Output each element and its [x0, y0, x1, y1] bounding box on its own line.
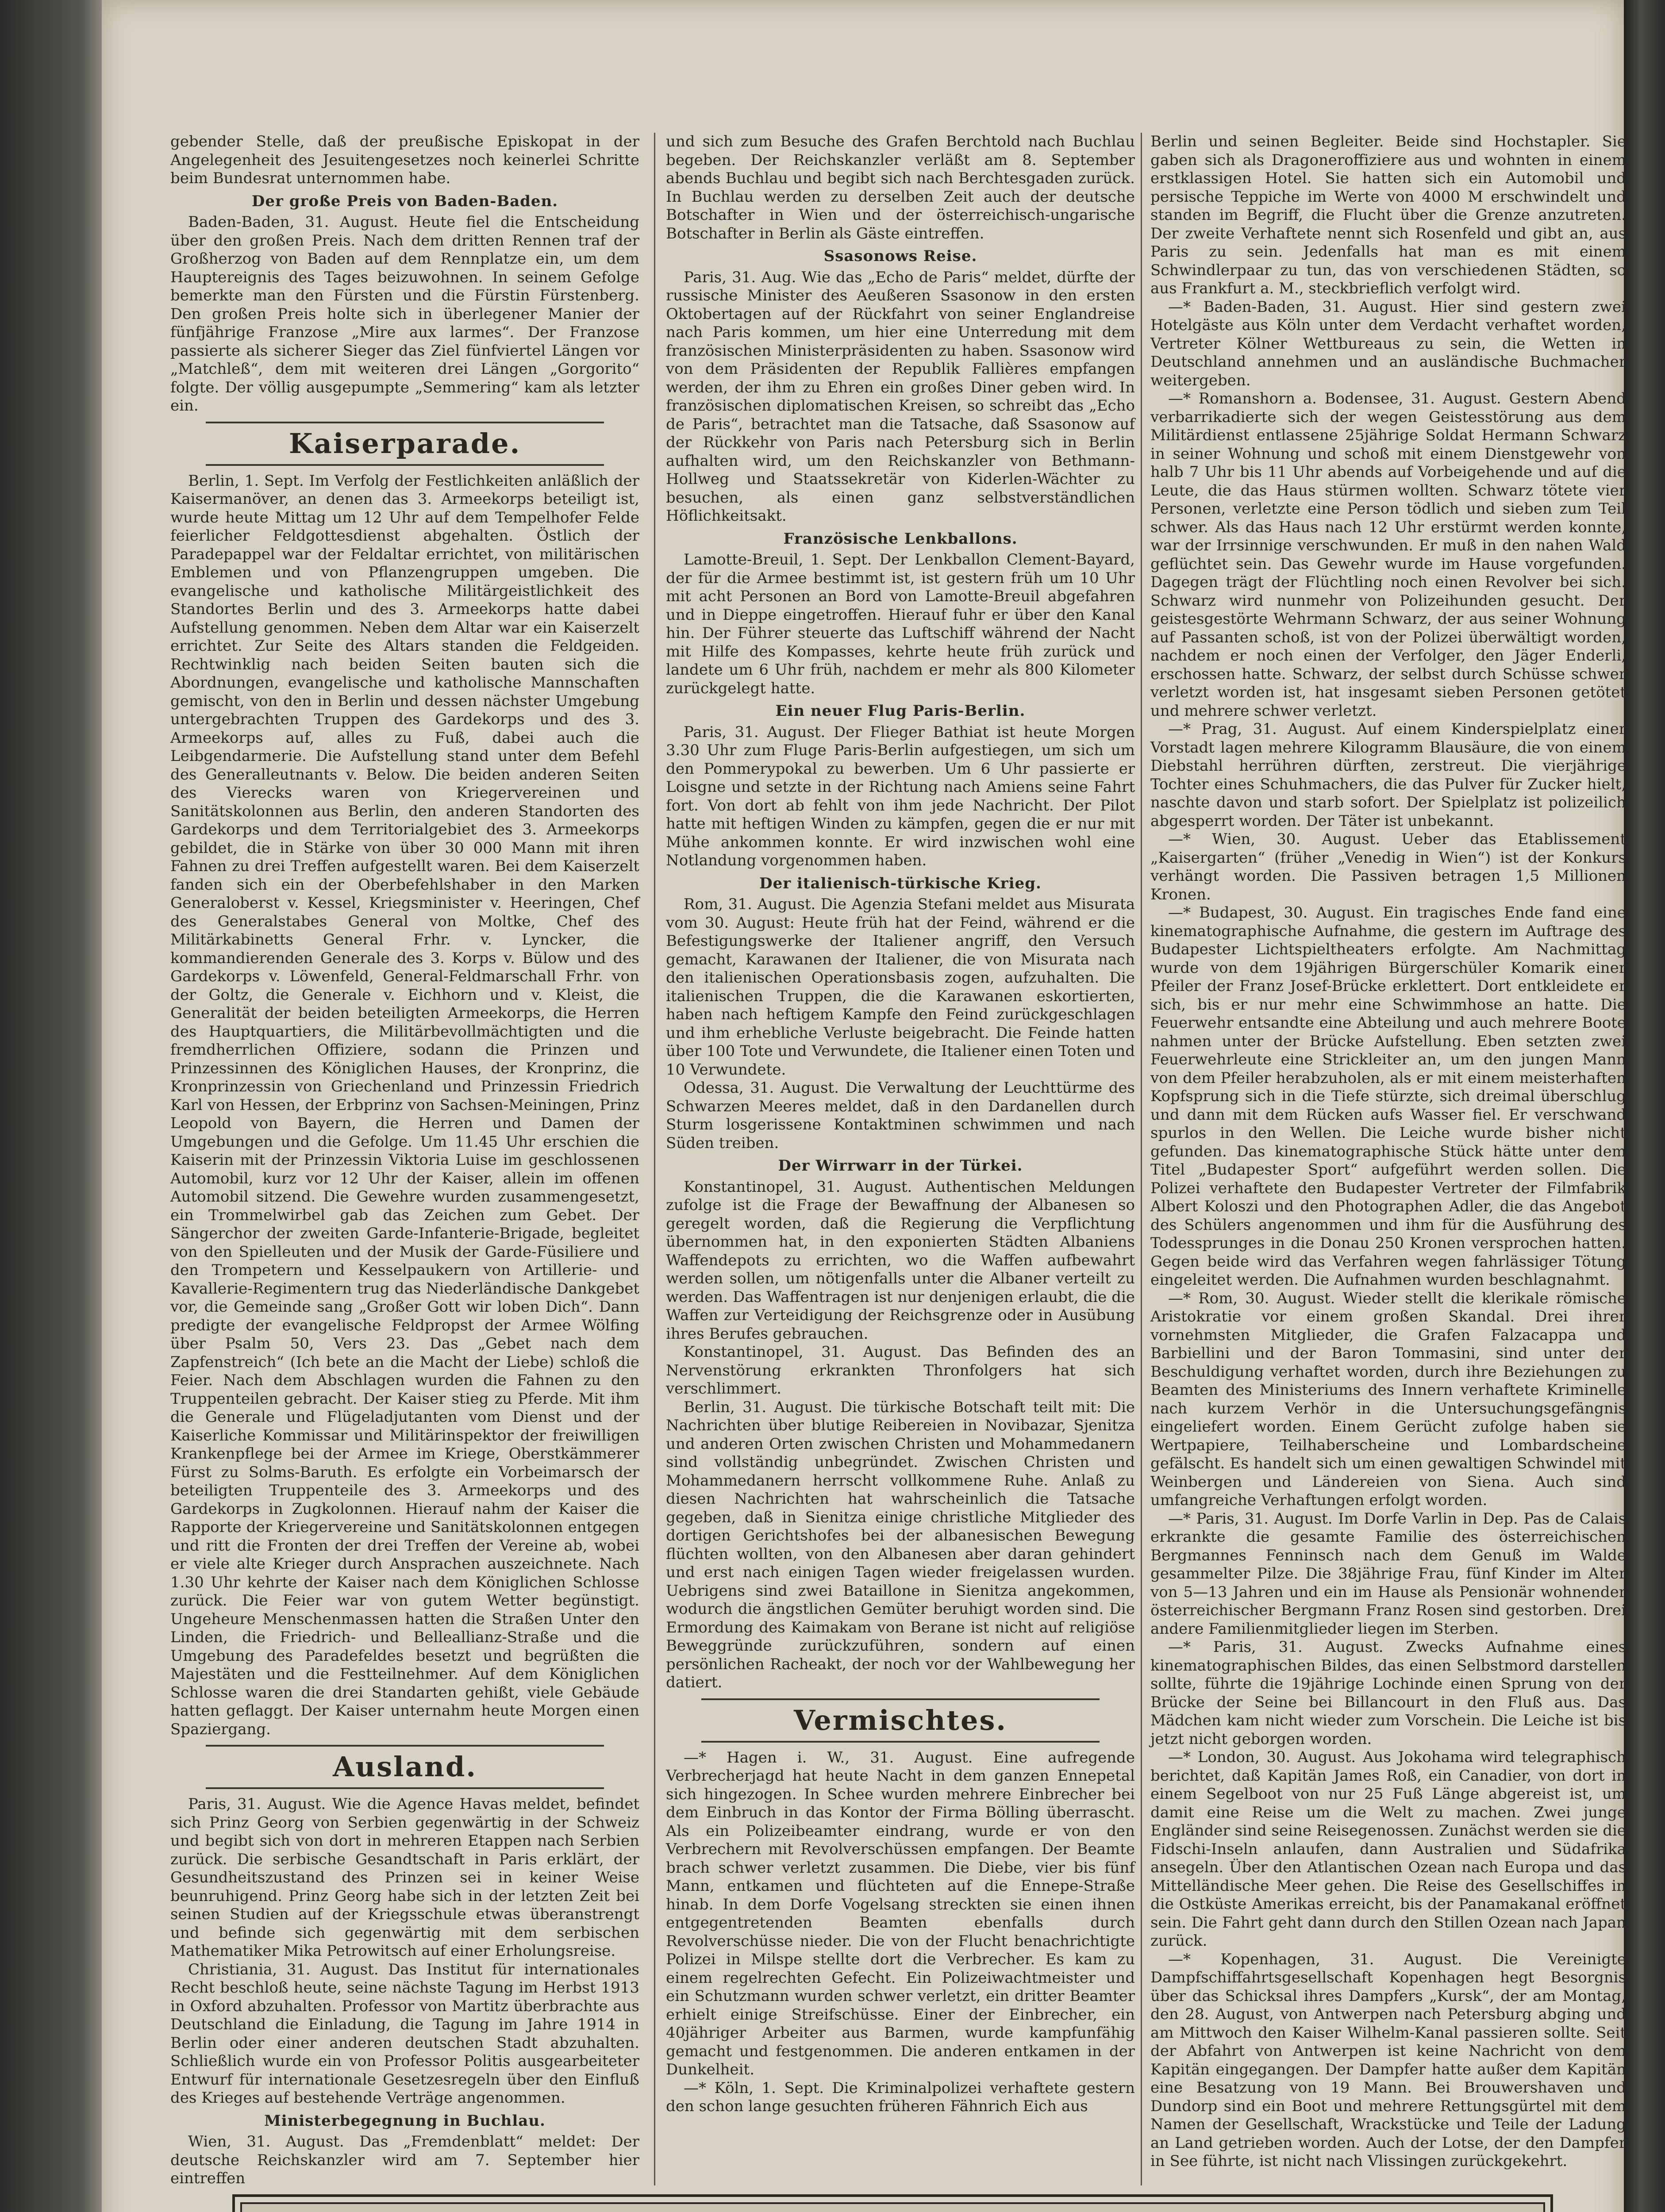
scan-left-margin	[0, 0, 102, 2212]
article-paragraph: Paris, 31. August. Der Flieger Bathiat ist heute Morgen 3.30 Uhr zum Fluge Paris-Berlin aufgestiegen, um sich um den Pommerypokal zu bewerben. Um 6 Uhr passierte er Loisgne und setzte in der Richtung nach Amiens seine Fahrt fort. Von dort ab fehlt von ihm jede Nachricht. Der Pilot hatte mit heftigen Winden zu kämpfen, gegen die er nur mit Mühe ankommen konnte. Er wird inzwischen wohl eine Notlandung vorgenommen haben.	[666, 723, 1135, 869]
article-paragraph: Berlin, 1. Sept. Im Verfolg der Festlichkeiten anläßlich der Kaisermanöver, an denen das 3. Armeekorps beteiligt ist, wurde heute Mittag um 12 Uhr auf dem Tempelhofer Felde feierlicher Feldgottesdienst abgehalten. Östlich der Paradepappel war der Feldaltar errichtet, von militärischen Emblemen und von Pflanzengruppen umgeben. Die evangelische und katholische Militärgeistlichkeit des Standortes Berlin und des 3. Armeekorps hatte dabei Aufstellung genommen. Neben dem Altar war ein Kaiserzelt errichtet. Zur Seite des Altars standen die Feldgeiden. Rechtwinklig nach beiden Seiten bauten sich die Abordnungen, evangelische und katholische Mannschaften gemischt, von den in Berlin und dessen nächster Umgebung untergebrachten Truppen des Gardekorps und des 3. Armeekorps auf, alles zu Fuß, dabei auch die Leibgendarmerie. Die Aufstellung stand unter dem Befehl des Generalleutnants v. Below. Die beiden anderen Seiten des Vierecks waren von Kriegervereinen und Sanitätskolonnen aus Berlin, den anderen Standorten des Gardekorps und dem Territorialgebiet des 3. Armeekorps gebildet, die in Stärke von über 30 000 Mann mit ihren Fahnen zu drei Treffen aufgestellt waren. Bei dem Kaiserzelt fanden sich ein der Oberbefehlshaber in den Marken Generaloberst v. Kessel, Kriegsminister v. Heeringen, Chef des Generalstabes General von Moltke, Chef des Militärkabinetts General Frhr. v. Lyncker, die kommandierenden Generale des 3. Korps v. Bülow und des Gardekorps v. Löwenfeld, General-Feldmarschall Frhr. von der Goltz, die Generale v. Eichhorn und v. Kleist, die Generalität der beiden beteiligten Armeekorps, die Herren des Hauptquartiers, die Militärbevollmächtigten und die fremdherrlichen Offiziere, sodann die Prinzen und Prinzessinnen des Königlichen Hauses, der Kronprinz, die Kronprinzessin von Griechenland und Prinzessin Friedrich Karl von Hessen, der Erbprinz von Sachsen-Meiningen, Prinz Leopold von Bayern, die Herren und Damen der Umgebungen und die Gefolge. Um 11.45 Uhr erschien die Kaiserin mit der Prinzessin Viktoria Luise im geschlossenen Automobil, kurz vor 12 Uhr der Kaiser, allein im offenen Automobil sitzend. Die Gewehre wurden zusammengesetzt, ein Trommelwirbel gab das Zeichen zum Gebet. Der Sängerchor der zweiten Garde-Infanterie-Brigade, begleitet von den Spielleuten und der Musik der Garde-Füsiliere und den Trompetern und Kesselpaukern von Artillerie- und Kavallerie-Regimentern trug das Niederländische Dankgebet vor, die Gemeinde sang „Großer Gott wir loben Dich“. Dann predigte der evangelische Feldpropst der Armee Wölfing über Psalm 50, Vers 23. Das „Gebet nach dem Zapfenstreich“ (Ich bete an die Macht der Liebe) schloß die Feier. Nach dem Abschlagen wurden die Fahnen zu den Truppenteilen gebracht. Der Kaiser stieg zu Pferde. Mit ihm die Generale und Flügeladjutanten vom Dienst und der Kaiserliche Kommissar und Militärinspektor der freiwilligen Krankenpflege bei der Armee im Kriege, Oberstkämmerer Fürst zu Solms-Baruth. Es erfolgte ein Vorbeimarsch der beteiligten Truppenteile des 3. Armeekorps und des Gardekorps in Zugkolonnen. Hierauf nahm der Kaiser die Rapporte der Kriegervereine und Sanitätskolonnen entgegen und ritt die Fronten der drei Treffen der Vereine ab, wobei er viele alte Krieger durch Ansprachen auszeichnete. Nach 1.30 Uhr kehrte der Kaiser nach dem Königlichen Schlosse zurück. Die Feier war von gutem Wetter begünstigt. Ungeheure Menschenmassen hatten die Straßen Unter den Linden, die Friedrich- und Belleallianz-Straße und die Umgebung des Paradefeldes besetzt und begrüßten die Majestäten und die Festteilnehmer. Auf dem Königlichen Schlosse waren die drei Standarten gehißt, viele Gebäude hatten geflaggt. Der Kaiser unternahm heute Morgen einen Spaziergang.	[170, 472, 639, 1738]
article-paragraph: Baden-Baden, 31. August. Heute fiel die Entscheidung über den großen Preis. Nach dem dritten Rennen traf der Großherzog von Baden auf dem Rennplatze ein, um dem Hauptereignis des Tages beizuwohnen. In seinem Gefolge bemerkte man den Fürsten und die Fürstin Fürstenberg. Den großen Preis holte sich in überlegener Manier der fünfjährige Franzose „Mire aux larmes“. Der Franzose passierte als sicherer Sieger das Ziel fünfviertel Längen vor „Matchleß“, dem mit weiteren drei Längen „Gorgorito“ folgte. Der völlig ausgepumpte „Semmering“ kam als letzter ein.	[170, 213, 639, 415]
article-paragraph: —* Baden-Baden, 31. August. Hier sind gestern zwei Hotelgäste aus Köln unter dem Verdacht verhaftet worden, Vertreter Kölner Wettbureaus zu sein, die Wetten in Deutschland annehmen und an ausländische Buchmacher weitergeben.	[1150, 298, 1626, 389]
major-heading: Kaiserparade.	[206, 422, 604, 466]
section-heading: Ein neuer Flug Paris-Berlin.	[775, 702, 1026, 720]
section-heading: Ministerbegegnung in Buchlau.	[264, 2112, 546, 2130]
column-3	[1150, 133, 1626, 2168]
article-paragraph: —* Paris, 31. August. Zwecks Aufnahme eines kinematographischen Bildes, das einen Selbstmord darstellen sollte, führte die 19jährige Lochinde einen Sprung von der Brücke der Seine bei Billancourt in den Fluß aus. Das Mädchen kam nicht wieder zum Vorschein. Die Leiche ist bis jetzt nicht geborgen worden.	[1150, 1638, 1626, 1748]
article-paragraph: —* Kopenhagen, 31. August. Die Vereinigte Dampfschiffahrtsgesellschaft Kopenhagen hegt Besorgnis über das Schicksal ihres Dampfers „Kursk“, der am Montag, den 28. August, von Antwerpen nach Petersburg abging und am Mittwoch den Kaiser Wilhelm-Kanal passieren sollte. Seit der Abfahrt von Antwerpen ist keine Nachricht von dem Kapitän eingegangen. Der Dampfer hatte außer dem Kapitän eine Besatzung von 19 Mann. Bei Brouwershaven und Dundorp sind ein Boot und mehrere Rettungsgürtel mit dem Namen der Gesellschaft, Wrackstücke und Teile der Ladung an Land getrieben worden. Auch der Lotse, der den Dampfer in See führte, ist nicht nach Vlissingen zurückgekehrt.	[1150, 1950, 1626, 2170]
section-heading: Der Wirrwarr in der Türkei.	[778, 1157, 1023, 1175]
article-paragraph: Paris, 31. Aug. Wie das „Echo de Paris“ meldet, dürfte der russische Minister des Aeußeren Ssasonow in den ersten Oktobertagen auf der Rückfahrt von seiner Englandreise nach Paris kommen, um hier eine Unterredung mit dem französischen Ministerpräsidenten zu haben. Ssasonow wird von dem Präsidenten der Republik Fallières empfangen werden, der ihm zu Ehren ein großes Diner geben wird. In französischen diplomatischen Kreisen, so schreibt das „Echo de Paris“, betrachtet man die Tatsache, daß Ssasonow auf der Rückkehr von Paris nach Petersburg sich in Berlin aufhalten wird, um den Reichskanzler von Bethmann-Hollweg und Staatssekretär von Kiderlen-Wächter zu besuchen, als einen ganz selbstverständlichen Höflichkeitsakt.	[666, 268, 1135, 525]
article-paragraph: Konstantinopel, 31. August. Das Befinden des an Nervenstörung erkrankten Thronfolgers hat sich verschlimmert.	[666, 1343, 1135, 1398]
column-1	[170, 133, 639, 2187]
article-paragraph: —* Budapest, 30. August. Ein tragisches Ende fand eine kinematographische Aufnahme, die gestern im Auftrage des Budapester Lichtspieltheaters erfolgte. Am Nachmittag wurde von dem 19jährigen Bürgerschüler Komarik einer Pfeiler der Franz Josef-Brücke erklettert. Dort entkleidete er sich, bis er nur mehr eine Schwimmhose an hatte. Die Feuerwehr entsandte eine Abteilung und auch mehrere Boote nahmen unter der Brücke Aufstellung. Eben setzten zwei Feuerwehrleute eine Strickleiter an, um den jungen Mann von dem Pfeiler herabzuholen, als er mit einem meisterhaften Kopfsprung sich in die Tiefe stürzte, sich dreimal überschlug und dann mit dem Rücken aufs Wasser fiel. Er verschwand spurlos in den Wellen. Die Leiche wurde bisher nicht gefunden. Das kinematographische Stück hätte unter dem Titel „Budapester Sport“ aufgeführt werden sollen. Die Polizei verhaftete den Budapester Vertreter der Filmfabrik Albert Koloszi und den Photographen Adler, die das Angebot des Schülers angenommen und ihm für die Ausführung des Todessprunges in die Donau 250 Kronen versprochen hatten. Gegen beide wird das Verfahren wegen fahrlässiger Tötung eingeleitet werden. Die Aufnahmen wurden beschlagnahmt.	[1150, 904, 1626, 1289]
article-paragraph: Berlin und seinen Begleiter. Beide sind Hochstapler. Sie gaben sich als Dragoneroffiziere aus und wohnten in einem erstklassigen Hotel. Sie hatten sich ein Automobil und persische Teppiche im Werte von 4000 M erschwindelt und standen im Begriff, die Flucht über die Grenze anzutreten. Der zweite Verhaftete nennt sich Rosenfeld und gibt an, aus Paris zu sein. Jedenfalls hat man es mit einem Schwindlerpaar zu tun, das von verschiedenen Städten, so aus Frankfurt a. M., steckbrieflich verfolgt wird.	[1150, 133, 1626, 297]
article-paragraph: Berlin, 31. August. Die türkische Botschaft teilt mit: Die Nachrichten über blutige Reibereien in Novibazar, Sjenitza und anderen Orten zwischen Christen und Mohammedanern sind vollständig unbegründet. Zwischen Christen und Mohammedanern herrscht vollkommene Ruhe. Anlaß zu diesen Nachrichten hat wahrscheinlich die Tatsache gegeben, daß in Sienitza einige christliche Mitglieder des dortigen Gerichtshofes bei der albanesischen Bewegung flüchten wollten, von den Albanesen aber daran gehindert und erst nach einigen Tagen wieder freigelassen wurden. Uebrigens sind zwei Bataillone in Sienitza angekommen, wodurch die ängstlichen Gemüter beruhigt worden sind. Die Ermordung des Kaimakam von Berane ist nicht auf religiöse Beweggründe zurückzuführen, sondern auf einen persönlichen Racheakt, der noch vor der Wahlbewegung her datiert.	[666, 1398, 1135, 1691]
article-paragraph: Konstantinopel, 31. August. Authentischen Meldungen zufolge ist die Frage der Bewaffnung der Albanesen so geregelt worden, daß die Regierung die Verpflichtung übernommen hat, in den exponierten Städten Albaniens Waffendepots zu errichten, wo die Waffen aufbewahrt werden sollen, um nötigenfalls unter die Albaner verteilt zu werden. Das Waffentragen ist nur denjenigen erlaubt, die die Waffen zur Verteidigung der Reichsgrenze oder in Ausübung ihres Berufes gebrauchen.	[666, 1178, 1135, 1343]
article-paragraph: —* Wien, 30. August. Ueber das Etablissement „Kaisergarten“ (früher „Venedig in Wien“) ist der Konkurs verhängt worden. Die Passiven betragen 1,5 Millionen Kronen.	[1150, 830, 1626, 903]
major-heading: Vermischtes.	[701, 1698, 1100, 1743]
column-2	[666, 133, 1135, 2168]
section-heading: Der italienisch-türkische Krieg.	[759, 874, 1042, 892]
column-rule	[654, 133, 655, 2185]
article-paragraph: gebender Stelle, daß der preußische Episkopat in der Angelegenheit des Jesuitengesetzes noch keinerlei Schritte beim Bundesrat unternommen habe.	[170, 133, 639, 187]
scan-right-margin	[1624, 0, 1665, 2212]
article-paragraph: Christiania, 31. August. Das Institut für internationales Recht beschloß heute, seine nächste Tagung im Herbst 1913 in Oxford abzuhalten. Professor von Martitz überbrachte aus Deutschland die Einladung, die Tagung im Jahre 1914 in Berlin oder einer anderen deutschen Stadt abzuhalten. Schließlich wurde ein von Professor Politis ausgearbeiteter Entwurf für internationale Gesetzesregeln über den Einfluß des Krieges auf bestehende Verträge angenommen.	[170, 1960, 639, 2107]
column-rule	[1141, 133, 1142, 2185]
article-paragraph: Lamotte-Breuil, 1. Sept. Der Lenkballon Clement-Bayard, der für die Armee bestimmt ist, ist gestern früh um 10 Uhr mit acht Personen an Bord von Lamotte-Breuil abgefahren und in Dieppe eingetroffen. Hierauf fuhr er über den Kanal hin. Der Führer steuerte das Luftschiff während der Nacht mit Hilfe des Kompasses, kehrte heute früh zurück und landete um 6 Uhr früh, nachdem er mehr als 800 Kilometer zurückgelegt hatte.	[666, 551, 1135, 697]
article-paragraph: Paris, 31. August. Wie die Agence Havas meldet, befindet sich Prinz Georg von Serbien gegenwärtig in der Schweiz und begibt sich von dort in mehreren Etappen nach Serbien zurück. Die serbische Gesandtschaft in Paris erklärt, der Gesundheitszustand des Prinzen sei in keiner Weise beunruhigend. Prinz Georg habe sich in der letzten Zeit bei seinen Studien auf der Kriegsschule etwas überanstrengt und befinde sich gegenwärtig mit dem serbischen Mathematiker Mika Petrowitsch auf einer Erholungsreise.	[170, 1795, 639, 1960]
article-paragraph: —* London, 30. August. Aus Jokohama wird telegraphisch berichtet, daß Kapitän James Roß, ein Canadier, von dort in einem Segelboot von nur 25 Fuß Länge abgereist ist, um damit eine Reise um die Welt zu machen. Zwei junge Engländer sind seine Reisegenossen. Zunächst werden sie die Fidschi-Inseln anlaufen, dann Australien und Südafrika ansegeln. Über den Atlantischen Ozean nach Europa und das Mittelländische Meer gehen. Die Reise des Gesellschiffes in die Ostküste Amerikas erreicht, bis der Panamakanal eröffnet sein. Die Fahrt geht dann durch den Stillen Ozean nach Japan zurück.	[1150, 1748, 1626, 1950]
section-heading: Französische Lenkballons.	[783, 530, 1018, 548]
article-paragraph: Wien, 31. August. Das „Fremdenblatt“ meldet: Der deutsche Reichskanzler wird am 7. September hier eintreffen	[170, 2133, 639, 2187]
section-heading: Der große Preis von Baden-Baden.	[251, 192, 558, 210]
section-heading: Ssasonows Reise.	[823, 247, 977, 265]
article-paragraph: —* Prag, 31. August. Auf einem Kinderspielplatz einer Vorstadt lagen mehrere Kilogramm Blausäure, die von einem Diebstahl herrühren dürften, zerstreut. Die vierjährige Tochter eines Schuhmachers, die das Pulver für Zucker hielt, naschte davon und starb sofort. Der Spielplatz ist polizeilich abgesperrt worden. Der Täter ist unbekannt.	[1150, 720, 1626, 830]
burgeff-advertisement	[232, 2194, 1553, 2212]
article-paragraph: —* Romanshorn a. Bodensee, 31. August. Gestern Abend verbarrikadierte sich der wegen Geistesstörung aus dem Militärdienst entlassene 25jährige Soldat Hermann Schwarz in seiner Wohnung und schoß mit einem Dienstgewehr von halb 7 Uhr bis 11 Uhr abends auf Vorbeigehende und auf die Leute, die das Haus stürmen wollten. Schwarz tötete vier Personen, verletzte eine Person tödlich und sieben zum Teil schwer. Als das Haus nach 12 Uhr erstürmt werden konnte, war der Irrsinnige verschwunden. Er muß in den nahen Wald geflüchtet sein. Das Gewehr wurde im Hause vorgefunden. Dagegen trägt der Flüchtling noch einen Revolver bei sich. Schwarz wird nunmehr von Polizeihunden gesucht. Der geistesgestörte Wehrmann Schwarz, der aus seiner Wohnung auf Passanten schoß, ist von der Polizei überwältigt worden, nachdem er noch einen der Verfolger, den Jäger Enderli, erschossen hatte. Schwarz, der selbst durch Schüsse schwer verletzt worden ist, hat insgesamt sieben Personen getötet und mehrere schwer verletzt.	[1150, 390, 1626, 720]
article-paragraph: —* Rom, 30. August. Wieder stellt die klerikale römische Aristokratie vor einem großen Skandal. Drei ihrer vornehmsten Mitglieder, die Grafen Falzacappa und Barbiellini und der Baron Tommasini, sind unter der Beschuldigung verhaftet worden, durch ihre Beziehungen zu Beamten des Ministeriums des Innern verhaftete Kriminelle nach kurzem Verhör in die Untersuchungsgefängnis eingeliefert worden. Einem Gerücht zufolge haben sie Wertpapiere, Teilhaberscheine und Lombardscheine gefälscht. Es handelt sich um einen gewaltigen Schwindel mit Weinbergen und Ländereien von Siena. Auch sind umfangreiche Verhaftungen erfolgt worden.	[1150, 1289, 1626, 1509]
article-paragraph: —* Paris, 31. August. Im Dorfe Varlin in Dep. Pas de Calais erkrankte die gesamte Familie des österreichischen Bergmannes Fenninsch nach dem Genuß im Walde gesammelter Pilze. Die 38jährige Frau, fünf Kinder im Alter von 5—13 Jahren und ein im Hause als Pensionär wohnender österreichischer Bergmann Franz Rosen sind gestorben. Drei andere Familienmitglieder liegen im Sterben.	[1150, 1509, 1626, 1638]
article-paragraph: und sich zum Besuche des Grafen Berchtold nach Buchlau begeben. Der Reichskanzler verläßt am 8. September abends Buchlau und begibt sich nach Berchtesgaden zurück. In Buchlau werden zu derselben Zeit auch der deutsche Botschafter in Wien und der österreichisch-ungarische Botschafter in Berlin als Gäste eintreffen.	[666, 133, 1135, 242]
article-paragraph: —* Köln, 1. Sept. Die Kriminalpolizei verhaftete gestern den schon lange gesuchten früheren Fähnrich Eich aus	[666, 2079, 1135, 2115]
article-paragraph: —* Hagen i. W., 31. August. Eine aufregende Verbrecherjagd hat heute Nacht in dem ganzen Ennepetal sich hingezogen. In Schee wurden mehrere Einbrecher bei dem Einbruch in das Kontor der Firma Bölling überrascht. Als ein Polizeibeamter eindrang, wurde er von den Verbrechern mit Revolverschüssen empfangen. Der Beamte brach schwer verletzt zusammen. Die Diebe, vier bis fünf Mann, entkamen und flüchteten auf die Ennepe-Straße hinab. In dem Dorfe Vogelsang streckten sie einen ihnen entgegentretenden Beamten ebenfalls durch Revolverschüsse nieder. Die von der Flucht benachrichtigte Polizei in Milspe stellte dort die Verbrecher. Es kam zu einem regelrechten Gefecht. Ein Polizeiwachtmeister und ein Schutzmann wurden schwer verletzt, ein dritter Beamter erhielt einige Streifschüsse. Einer der Einbrecher, ein 40jähriger Arbeiter aus Barmen, wurde kampfunfähig gemacht und festgenommen. Die anderen entkamen in der Dunkelheit.	[666, 1748, 1135, 2078]
major-heading: Ausland.	[206, 1745, 604, 1789]
article-paragraph: Rom, 31. August. Die Agenzia Stefani meldet aus Misurata vom 30. August: Heute früh hat der Feind, während er die Befestigungswerke der Italiener angriff, den Versuch gemacht, Karawanen der Italiener, die von Misurata nach den italienischen Operationsbasis zogen, aufzuhalten. Die italienischen Truppen, die die Karawanen eskortierten, haben nach heftigem Kampfe den Feind zurückgeschlagen und ihm erhebliche Verluste beigebracht. Die Feinde hatten über 100 Tote und Verwundete, die Italiener einen Toten und 10 Verwundete.	[666, 895, 1135, 1079]
article-paragraph: Odessa, 31. August. Die Verwaltung der Leuchttürme des Schwarzen Meeres meldet, daß in den Dardanellen durch Sturm losgerissene Kontaktminen schwimmen und nach Süden treiben.	[666, 1079, 1135, 1152]
